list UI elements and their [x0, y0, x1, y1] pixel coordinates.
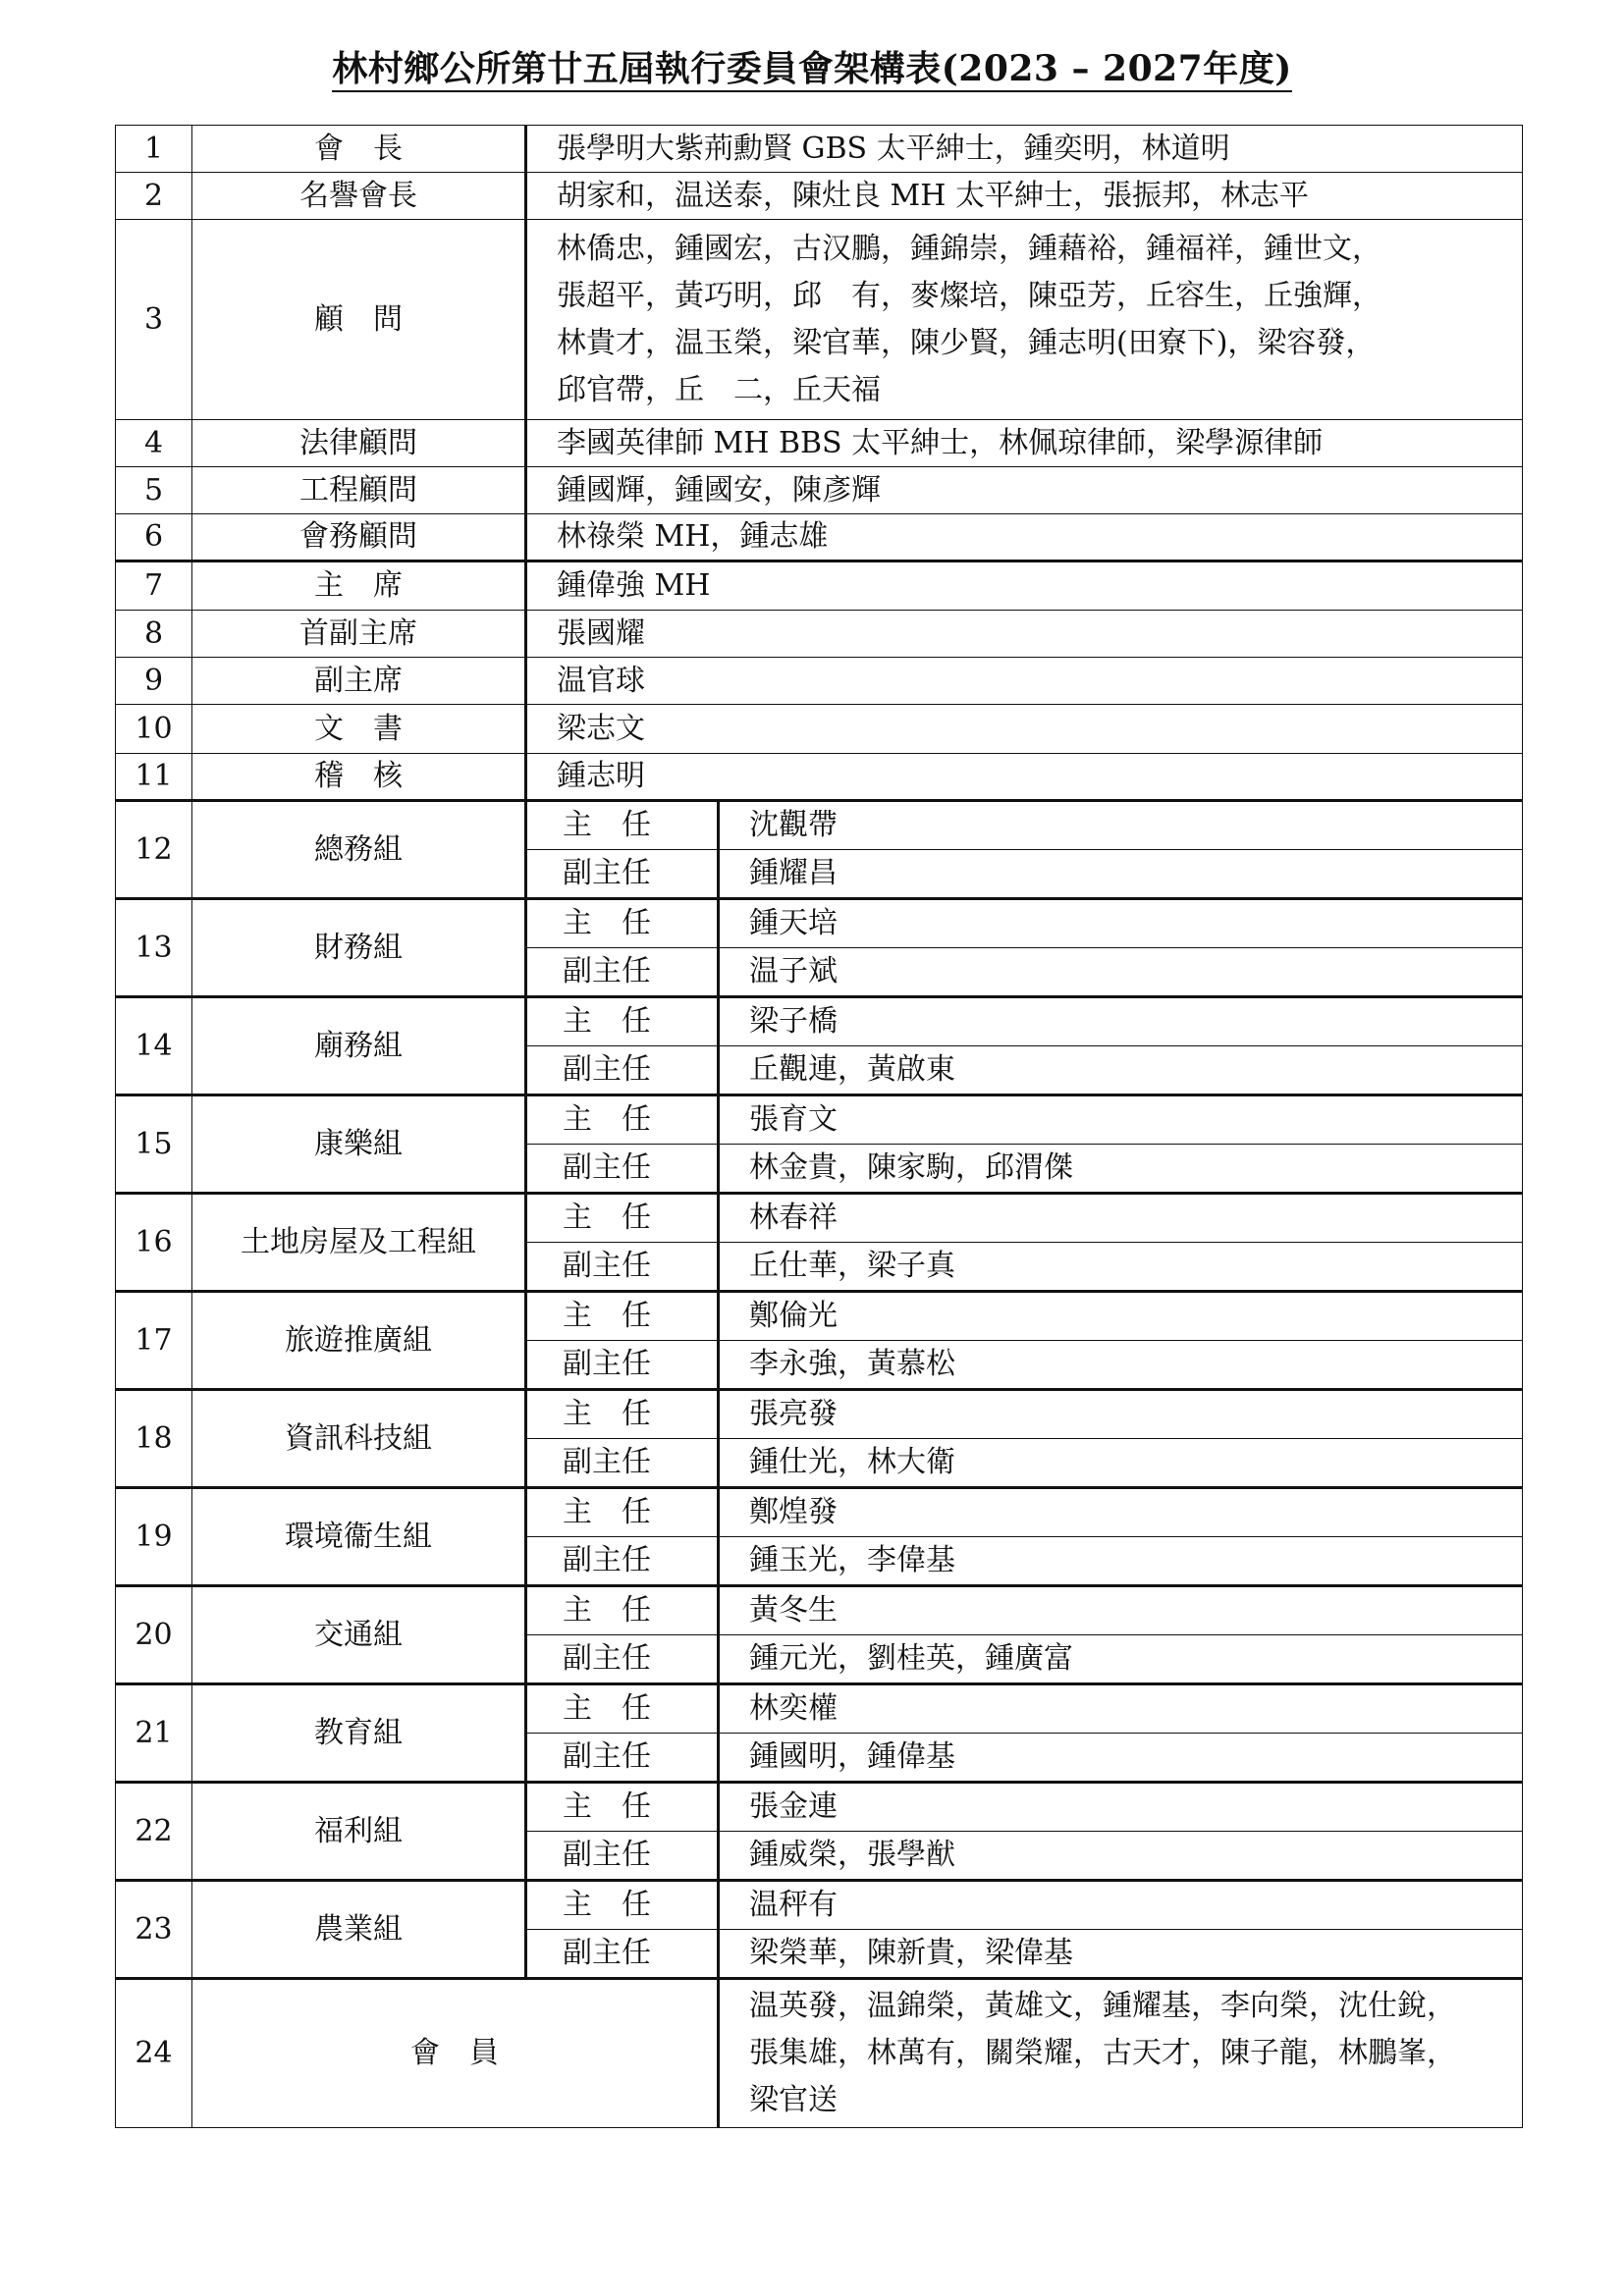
role-label: 會務顧問: [192, 514, 526, 561]
chair-label: 主 任: [526, 1881, 719, 1930]
row-number: 14: [116, 997, 192, 1095]
group-chair-row: [116, 1488, 1523, 1537]
name-line: 梁志文: [557, 711, 645, 746]
name-line: 邱官帶，丘 二，丘天福: [557, 372, 881, 407]
vice-names: 梁榮華，陳新貴，梁偉基: [719, 1930, 1523, 1979]
page-title: 林村鄉公所第廿五屆執行委員會架構表(2023 – 2027年度): [0, 41, 1624, 91]
row-number: 15: [116, 1095, 192, 1194]
member-names: [526, 420, 1523, 467]
row-number: 4: [116, 420, 192, 467]
chair-name: 林春祥: [719, 1194, 1523, 1243]
group-chair-row: [116, 1684, 1523, 1734]
role-label: 會 長: [192, 126, 526, 173]
name-line: 李國英律師 MH BBS 太平紳士，林佩琼律師，梁學源律師: [557, 425, 1324, 460]
row-number: 18: [116, 1390, 192, 1488]
chair-name: 張亮發: [719, 1390, 1523, 1439]
group-name: 教育組: [192, 1684, 526, 1783]
chair-label: 主 任: [526, 899, 719, 948]
chair-name: 鍾天培: [719, 899, 1523, 948]
group-chair-row: [116, 1292, 1523, 1341]
group-name: 旅遊推廣組: [192, 1292, 526, 1390]
table-row: [116, 754, 1523, 801]
member-names: [526, 173, 1523, 220]
member-names: [526, 705, 1523, 754]
table-row: [116, 467, 1523, 514]
row-number: 7: [116, 561, 192, 611]
table-row: [116, 611, 1523, 658]
row-number: 13: [116, 899, 192, 997]
vice-label: 副主任: [526, 1635, 719, 1684]
row-number: 5: [116, 467, 192, 514]
vice-label: 副主任: [526, 1832, 719, 1881]
table-row: [116, 658, 1523, 705]
name-line: 鍾偉強 MH: [557, 568, 711, 604]
group-name: 總務組: [192, 801, 526, 899]
vice-label: 副主任: [526, 1930, 719, 1979]
role-label: 會 員: [192, 1979, 719, 2128]
name-line: 温英發，温錦榮，黃雄文，鍾耀基，李向榮，沈仕銳，: [749, 1989, 1456, 2023]
chair-name: 林奕權: [719, 1684, 1523, 1734]
vice-label: 副主任: [526, 1243, 719, 1292]
group-name: 福利組: [192, 1783, 526, 1881]
member-names: [526, 611, 1523, 658]
group-chair-row: [116, 1095, 1523, 1145]
role-label: 首副主席: [192, 611, 526, 658]
member-names: [526, 126, 1523, 173]
row-number: 20: [116, 1586, 192, 1684]
vice-label: 副主任: [526, 1537, 719, 1586]
vice-names: 丘仕華，梁子真: [719, 1243, 1523, 1292]
vice-names: 鍾玉光，李偉基: [719, 1537, 1523, 1586]
group-name: 交通組: [192, 1586, 526, 1684]
role-label: 主 席: [192, 561, 526, 611]
chair-label: 主 任: [526, 1586, 719, 1635]
table-row: [116, 220, 1523, 420]
row-number: 3: [116, 220, 192, 420]
group-name: 資訊科技組: [192, 1390, 526, 1488]
name-line: 林貴才，温玉榮，梁官華，陳少賢，鍾志明(田寮下)，梁容發，: [557, 325, 1376, 360]
group-chair-row: [116, 1783, 1523, 1832]
table-row: [116, 514, 1523, 561]
name-line: 張國耀: [557, 615, 645, 651]
row-number: 23: [116, 1881, 192, 1979]
group-name: 財務組: [192, 899, 526, 997]
chair-name: 梁子橋: [719, 997, 1523, 1046]
member-names: [526, 514, 1523, 561]
chair-name: 温秤有: [719, 1881, 1523, 1930]
name-line: 鍾志明: [557, 759, 645, 794]
name-line: 張集雄，林萬有，關榮耀，古天才，陳子龍，林鵬峯，: [749, 2036, 1456, 2070]
chair-label: 主 任: [526, 1783, 719, 1832]
name-line: 林僑忠，鍾國宏，古汉鵬，鍾錦崇，鍾藉裕，鍾福祥，鍾世文，: [557, 231, 1381, 266]
member-names: [719, 1979, 1523, 2128]
table-row: [116, 173, 1523, 220]
role-label: 名譽會長: [192, 173, 526, 220]
vice-names: 鍾耀昌: [719, 850, 1523, 899]
vice-names: 鍾元光，劉桂英，鍾廣富: [719, 1635, 1523, 1684]
group-name: 土地房屋及工程組: [192, 1194, 526, 1292]
row-number: 19: [116, 1488, 192, 1586]
group-name: 環境衞生組: [192, 1488, 526, 1586]
role-label: 副主席: [192, 658, 526, 705]
group-chair-row: [116, 1194, 1523, 1243]
chair-name: 張育文: [719, 1095, 1523, 1145]
vice-label: 副主任: [526, 1145, 719, 1194]
role-label: 顧 問: [192, 220, 526, 420]
member-names: [526, 467, 1523, 514]
chair-label: 主 任: [526, 1292, 719, 1341]
chair-name: 張金連: [719, 1783, 1523, 1832]
chair-name: 沈觀帶: [719, 801, 1523, 850]
vice-label: 副主任: [526, 1439, 719, 1488]
group-name: 廟務組: [192, 997, 526, 1095]
group-chair-row: [116, 997, 1523, 1046]
row-number: 16: [116, 1194, 192, 1292]
vice-names: 鍾仕光，林大衛: [719, 1439, 1523, 1488]
name-line: 張學明大紫荊勳賢 GBS 太平紳士，鍾奕明，林道明: [557, 131, 1230, 166]
row-number: 9: [116, 658, 192, 705]
row-number: 24: [116, 1979, 192, 2128]
row-number: 22: [116, 1783, 192, 1881]
vice-names: 鍾威榮，張學猷: [719, 1832, 1523, 1881]
row-number: 6: [116, 514, 192, 561]
chair-name: 鄭煌發: [719, 1488, 1523, 1537]
row-number: 2: [116, 173, 192, 220]
vice-label: 副主任: [526, 850, 719, 899]
name-line: 胡家和，温送泰，陳灶良 MH 太平紳士，張振邦，林志平: [557, 178, 1309, 213]
chair-name: 鄭倫光: [719, 1292, 1523, 1341]
chair-name: 黃冬生: [719, 1586, 1523, 1635]
name-line: 張超平，黃巧明，邱 有，麥燦培，陳亞芳，丘容生，丘強輝，: [557, 278, 1381, 313]
group-chair-row: [116, 1586, 1523, 1635]
member-names: [526, 220, 1523, 420]
member-names: [526, 561, 1523, 611]
table-row: [116, 1979, 1523, 2128]
vice-label: 副主任: [526, 1734, 719, 1783]
vice-label: 副主任: [526, 1046, 719, 1095]
vice-names: 鍾國明，鍾偉基: [719, 1734, 1523, 1783]
table-row: [116, 705, 1523, 754]
member-names: [526, 754, 1523, 801]
member-names: [526, 658, 1523, 705]
group-chair-row: [116, 899, 1523, 948]
chair-label: 主 任: [526, 801, 719, 850]
row-number: 11: [116, 754, 192, 801]
chair-label: 主 任: [526, 1095, 719, 1145]
chair-label: 主 任: [526, 1488, 719, 1537]
row-number: 12: [116, 801, 192, 899]
name-line: 鍾國輝，鍾國安，陳彥輝: [557, 472, 881, 507]
vice-names: 李永強，黃慕松: [719, 1341, 1523, 1390]
chair-label: 主 任: [526, 1684, 719, 1734]
role-label: 稽 核: [192, 754, 526, 801]
vice-names: 丘觀連，黃啟東: [719, 1046, 1523, 1095]
table-row: [116, 126, 1523, 173]
vice-names: 温子斌: [719, 948, 1523, 997]
role-label: 法律顧問: [192, 420, 526, 467]
name-line: 林祿榮 MH，鍾志雄: [557, 519, 829, 555]
table-row: [116, 420, 1523, 467]
vice-label: 副主任: [526, 948, 719, 997]
row-number: 1: [116, 126, 192, 173]
table-row: [116, 561, 1523, 611]
row-number: 17: [116, 1292, 192, 1390]
row-number: 8: [116, 611, 192, 658]
chair-label: 主 任: [526, 1194, 719, 1243]
group-name: 農業組: [192, 1881, 526, 1979]
vice-label: 副主任: [526, 1341, 719, 1390]
name-line: 温官球: [557, 663, 645, 698]
row-number: 21: [116, 1684, 192, 1783]
chair-label: 主 任: [526, 1390, 719, 1439]
group-chair-row: [116, 801, 1523, 850]
chair-label: 主 任: [526, 997, 719, 1046]
committee-table: [115, 125, 1523, 2128]
row-number: 10: [116, 705, 192, 754]
group-chair-row: [116, 1881, 1523, 1930]
role-label: 文 書: [192, 705, 526, 754]
name-line: 梁官送: [749, 2083, 838, 2117]
group-name: 康樂組: [192, 1095, 526, 1194]
role-label: 工程顧問: [192, 467, 526, 514]
vice-names: 林金貴，陳家駒，邱渭傑: [719, 1145, 1523, 1194]
group-chair-row: [116, 1390, 1523, 1439]
